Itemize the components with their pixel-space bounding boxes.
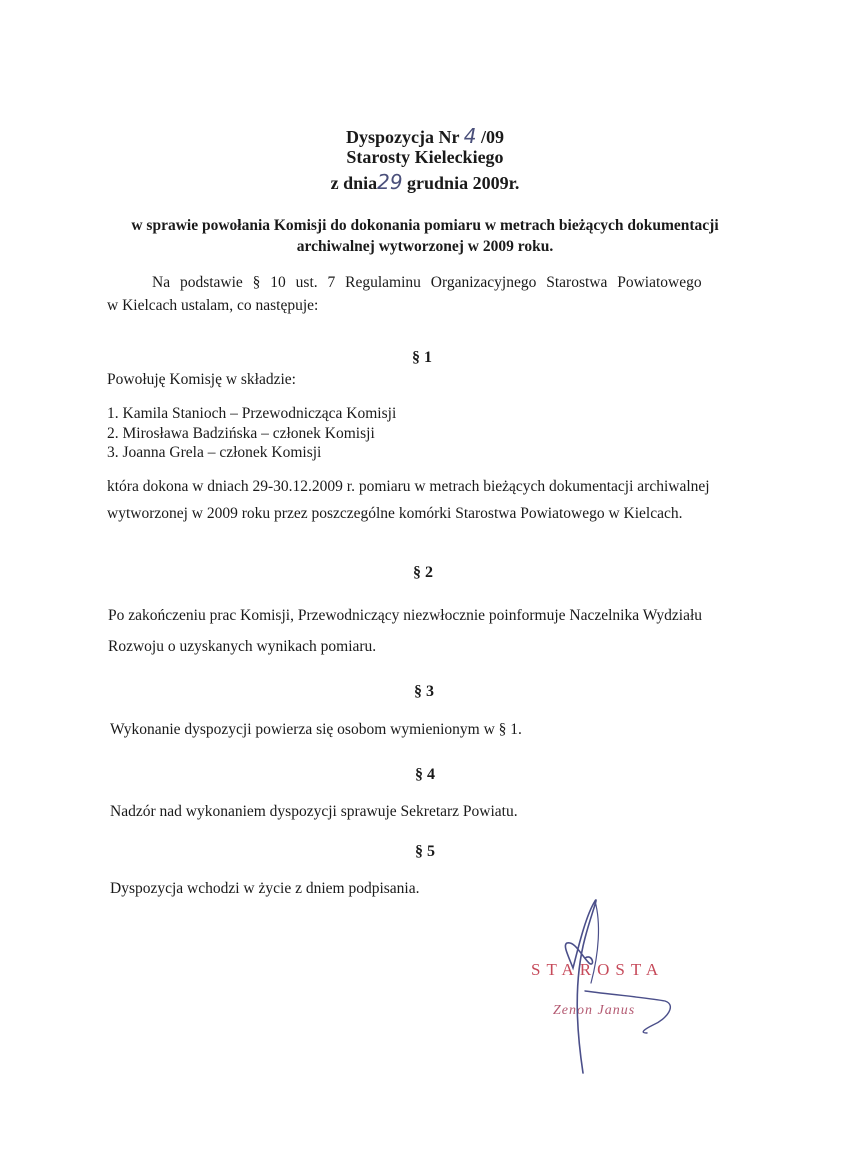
member-item: 2. Mirosława Badzińska – członek Komisji xyxy=(107,425,375,442)
member-item: 1. Kamila Stanioch – Przewodnicząca Komisji xyxy=(107,405,397,422)
title-suffix: /09 xyxy=(480,127,504,147)
member-item: 3. Joanna Grela – członek Komisji xyxy=(107,444,322,461)
section-1-lead: Powołuję Komisję w składzie: xyxy=(107,371,296,388)
document-date-line xyxy=(0,170,850,194)
section-2-line2: Rozwoju o uzyskanych wynikach pomiaru. xyxy=(108,638,377,655)
handwritten-signature xyxy=(555,893,685,1083)
title-prefix: Dyspozycja Nr xyxy=(346,127,460,147)
section-3-heading: § 3 xyxy=(414,683,434,700)
stamp-title: STAROSTA xyxy=(531,960,665,979)
date-prefix: z dnia xyxy=(330,173,378,193)
subject-line2: archiwalnej wytworzonej w 2009 roku. xyxy=(296,238,554,255)
section-4-heading: § 4 xyxy=(415,766,435,783)
section-4-text: Nadzór nad wykonaniem dyspozycji sprawuje Sekretarz Powiatu. xyxy=(110,803,518,820)
section-1-text-line1: która dokona w dniach 29-30.12.2009 r. pomiaru w metrach bieżących dokumentacji archiwalnej xyxy=(107,478,710,495)
stamp-name: Zenon Janus xyxy=(553,1003,636,1018)
subject-line1: w sprawie powołania Komisji do dokonania pomiaru w metrach bieżących dokumentacji xyxy=(131,217,719,234)
section-2-heading: § 2 xyxy=(413,564,433,581)
section-1-text-line2: wytworzonej w 2009 roku przez poszczególne komórki Starostwa Powiatowego w Kielcach. xyxy=(107,505,683,522)
date-suffix: grudnia 2009r. xyxy=(407,173,520,193)
intro-line2: w Kielcach ustalam, co następuje: xyxy=(107,297,319,314)
handwritten-number: 4 xyxy=(463,124,477,148)
document-title-line1 xyxy=(0,124,850,148)
handwritten-day: 29 xyxy=(377,170,403,194)
intro-line1: Na podstawie § 10 ust. 7 Regulaminu Organizacyjnego Starostwa Powiatowego xyxy=(152,274,702,291)
section-1-heading: § 1 xyxy=(412,349,432,366)
section-5-heading: § 5 xyxy=(415,843,435,860)
section-3-text: Wykonanie dyspozycji powierza się osobom wymienionym w § 1. xyxy=(110,721,522,738)
section-2-line1: Po zakończeniu prac Komisji, Przewodniczący niezwłocznie poinformuje Naczelnika Wydziału xyxy=(108,607,703,624)
document-title-line2: Starosty Kieleckiego xyxy=(346,147,504,167)
section-5-text: Dyspozycja wchodzi w życie z dniem podpisania. xyxy=(110,880,420,897)
